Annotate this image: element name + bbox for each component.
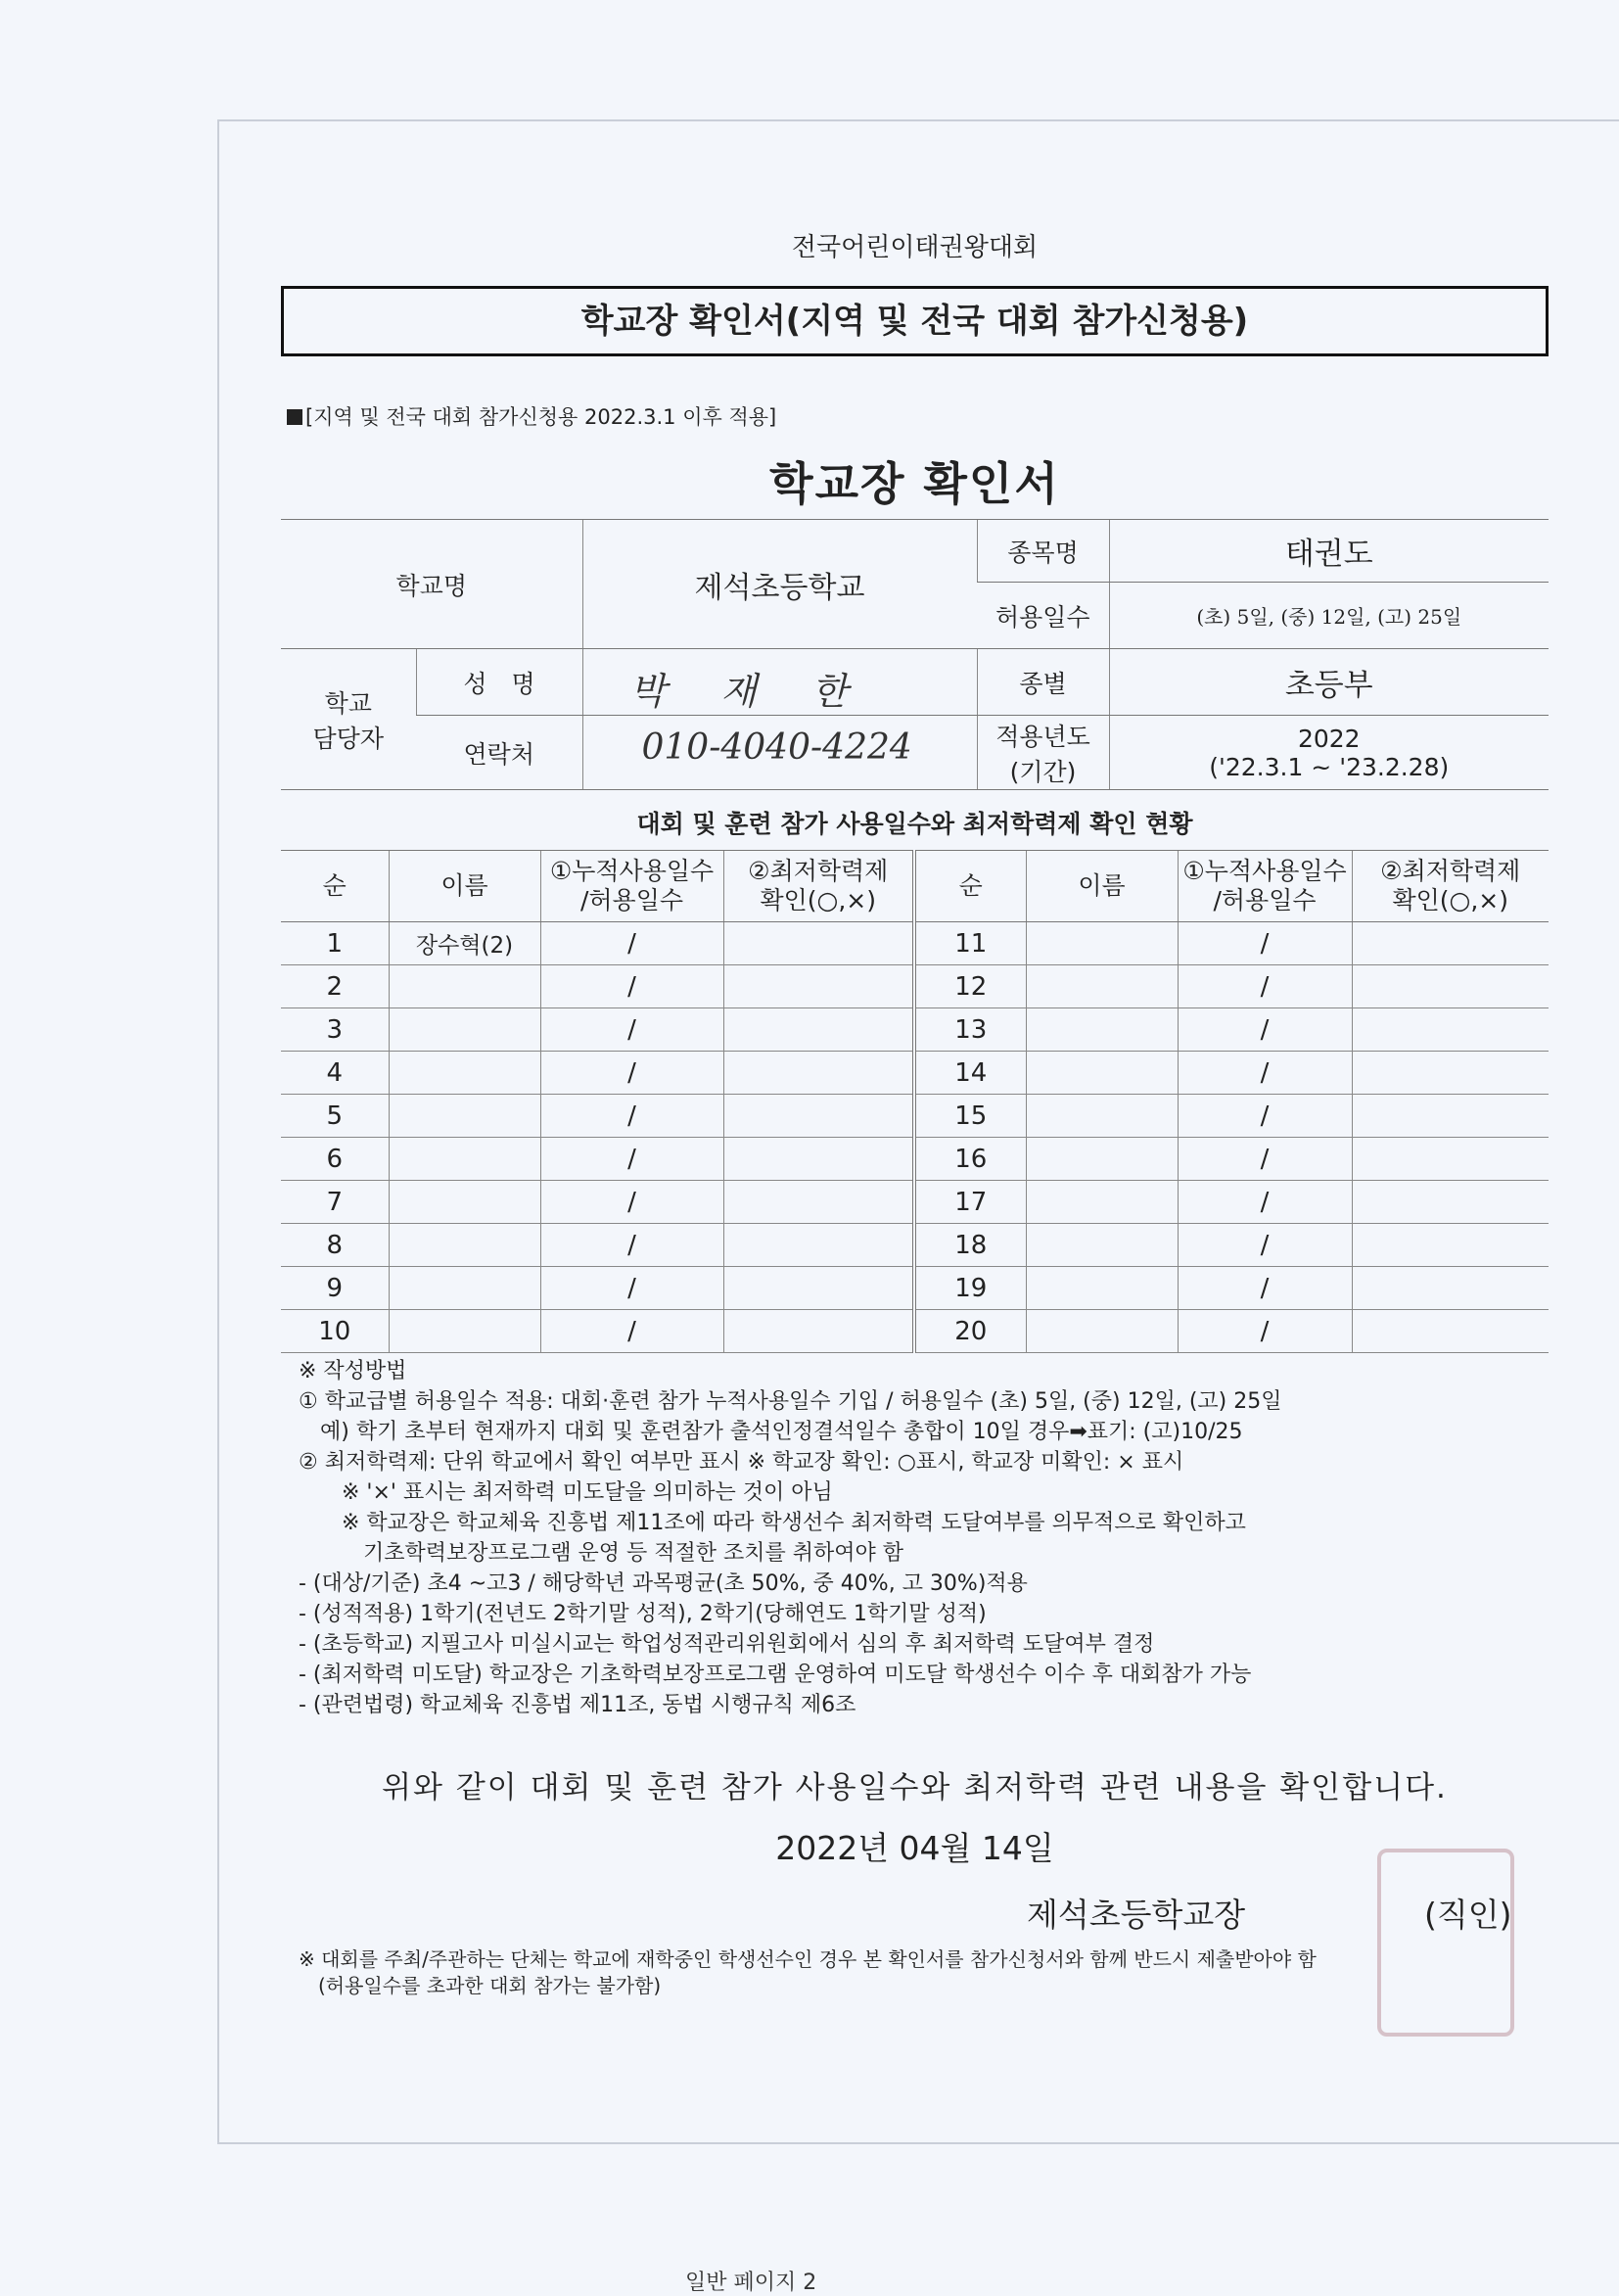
header-academic-right-line1: ②최저학력제 <box>1380 857 1521 885</box>
note-line: - (성적적용) 1학기(전년도 2학기말 성적), 2학기(당해연도 1학기말 성적) <box>299 1602 987 1626</box>
days-cell: / <box>540 1052 723 1095</box>
status-header-row <box>281 851 1549 922</box>
academic-cell-right <box>1352 1052 1549 1095</box>
square-bullet-icon <box>287 409 302 425</box>
year-value-line1: 2022 <box>1297 724 1361 753</box>
note-line: ※ '×' 표시는 최저학력 미도달을 의미하는 것이 아님 <box>299 1480 833 1505</box>
note-line: - (대상/기준) 초4 ~고3 / 해당학년 과목평균(초 50%, 중 40%, 고 30%)적용 <box>299 1571 1028 1596</box>
name-cell <box>389 1008 540 1052</box>
note-line: ② 최저학력제: 단위 학교에서 확인 여부만 표시 ※ 학교장 확인: ○표시, 학교장 미확인: × 표시 <box>299 1450 1184 1475</box>
seq-cell-right: 12 <box>914 965 1026 1008</box>
seq-cell: 9 <box>281 1267 389 1310</box>
note-line: 예) 학기 초부터 현재까지 대회 및 훈련참가 출석인정결석일수 총합이 10일 경우➡표기: (고)10/25 <box>299 1420 1243 1444</box>
year-label-line2: (기간) <box>1009 757 1077 786</box>
header-days-line1: ①누적사용일수 <box>549 857 715 885</box>
seq-cell: 10 <box>281 1310 389 1353</box>
table-row <box>281 1138 1549 1181</box>
name-cell <box>389 1052 540 1095</box>
name-cell-right <box>1026 922 1178 965</box>
seq-cell: 7 <box>281 1181 389 1224</box>
days-cell-right: / <box>1178 1224 1352 1267</box>
seq-cell: 1 <box>281 922 389 965</box>
footnote <box>299 1946 1542 1999</box>
status-body <box>281 922 1549 1353</box>
name-cell-right <box>1026 1008 1178 1052</box>
header-days-line2: /허용일수 <box>579 886 684 914</box>
writing-notes <box>299 1356 1542 1720</box>
year-label <box>977 716 1109 790</box>
seq-cell: 3 <box>281 1008 389 1052</box>
seq-cell-right: 19 <box>914 1267 1026 1310</box>
header-academic-line2: 확인(○,×) <box>760 886 876 914</box>
contact-person-label <box>281 649 416 790</box>
header-name-right: 이름 <box>1026 851 1178 922</box>
event-value: 태권도 <box>1109 520 1549 583</box>
academic-cell <box>723 1095 914 1138</box>
name-cell-right <box>1026 1224 1178 1267</box>
table-row <box>281 1181 1549 1224</box>
handwritten-phone: 010-4040-4224 <box>641 727 912 768</box>
days-cell-right: / <box>1178 1310 1352 1353</box>
academic-cell <box>723 965 914 1008</box>
academic-cell <box>723 1224 914 1267</box>
note-line: ① 학교급별 허용일수 적용: 대회·훈련 참가 누적사용일수 기입 / 허용일수 (초) 5일, (중) 12일, (고) 25일 <box>299 1389 1282 1414</box>
school-value: 제석초등학교 <box>582 520 977 649</box>
days-cell: / <box>540 922 723 965</box>
days-cell-right: / <box>1178 922 1352 965</box>
contact-person-label-line2: 담당자 <box>312 724 384 753</box>
academic-cell <box>723 1008 914 1052</box>
header-academic <box>723 851 914 922</box>
allowed-days-label: 허용일수 <box>977 583 1109 649</box>
seq-cell-right: 15 <box>914 1095 1026 1138</box>
seq-cell-right: 16 <box>914 1138 1026 1181</box>
name-cell <box>389 1181 540 1224</box>
seq-cell: 5 <box>281 1095 389 1138</box>
confirmation-statement: 위와 같이 대회 및 훈련 참가 사용일수와 최저학력 관련 내용을 확인합니다. <box>382 1770 1448 1805</box>
academic-cell-right <box>1352 1267 1549 1310</box>
days-cell-right: / <box>1178 1181 1352 1224</box>
note-line: - (관련법령) 학교체육 진흥법 제11조, 동법 시행규칙 제6조 <box>299 1693 856 1717</box>
competition-name: 전국어린이태권왕대회 <box>791 233 1039 262</box>
name-cell <box>389 1267 540 1310</box>
academic-cell-right <box>1352 965 1549 1008</box>
event-label: 종목명 <box>977 520 1109 583</box>
seq-cell-right: 11 <box>914 922 1026 965</box>
academic-cell-right <box>1352 1008 1549 1052</box>
header-days <box>540 851 723 922</box>
academic-cell-right <box>1352 1224 1549 1267</box>
year-label-line1: 적용년도 <box>995 722 1090 751</box>
name-cell-right <box>1026 1138 1178 1181</box>
header-academic-right-line2: 확인(○,×) <box>1392 886 1508 914</box>
name-cell: 장수혁(2) <box>389 922 540 965</box>
table-row <box>281 1310 1549 1353</box>
official-seal <box>1377 1849 1514 2037</box>
days-cell-right: / <box>1178 1008 1352 1052</box>
table-row <box>281 1008 1549 1052</box>
table-row <box>281 922 1549 965</box>
name-cell <box>389 965 540 1008</box>
confirmation-date: 2022년 04월 14일 <box>775 1829 1054 1867</box>
footnote-line2: (허용일수를 초과한 대회 참가는 불가함) <box>299 1974 662 1997</box>
seq-cell-right: 13 <box>914 1008 1026 1052</box>
header-days-right-line2: /허용일수 <box>1213 886 1317 914</box>
academic-cell-right <box>1352 922 1549 965</box>
days-cell: / <box>540 1224 723 1267</box>
phone-signature-cell <box>582 716 977 790</box>
name-cell <box>389 1310 540 1353</box>
seq-cell-right: 14 <box>914 1052 1026 1095</box>
note-line: 기초학력보장프로그램 운영 등 적절한 조치를 취하여야 함 <box>299 1541 904 1566</box>
name-cell-right <box>1026 1267 1178 1310</box>
days-cell-right: / <box>1178 1138 1352 1181</box>
status-table <box>281 850 1549 1353</box>
header-days-right-line1: ①누적사용일수 <box>1182 857 1347 885</box>
seq-cell: 2 <box>281 965 389 1008</box>
division-label: 종별 <box>977 649 1109 716</box>
name-cell-right <box>1026 1052 1178 1095</box>
table-row <box>281 965 1549 1008</box>
days-cell: / <box>540 1310 723 1353</box>
year-value-line2: ('22.3.1 ~ '23.2.28) <box>1209 752 1450 781</box>
name-label: 성 명 <box>416 649 582 716</box>
note-line: - (최저학력 미도달) 학교장은 기초학력보장프로그램 운영하여 미도달 학생선수 이수 후 대회참가 가능 <box>299 1663 1252 1687</box>
days-cell-right: / <box>1178 965 1352 1008</box>
school-label: 학교명 <box>281 520 582 649</box>
academic-cell-right <box>1352 1095 1549 1138</box>
allowed-days-value: (초) 5일, (중) 12일, (고) 25일 <box>1109 583 1549 649</box>
header-name: 이름 <box>389 851 540 922</box>
seal-label: (직인) <box>1424 1896 1512 1934</box>
academic-cell <box>723 1267 914 1310</box>
academic-cell-right <box>1352 1138 1549 1181</box>
days-cell-right: / <box>1178 1095 1352 1138</box>
days-cell: / <box>540 1008 723 1052</box>
days-cell: / <box>540 1138 723 1181</box>
name-cell-right <box>1026 1310 1178 1353</box>
name-signature-cell <box>582 649 977 716</box>
days-cell: / <box>540 1095 723 1138</box>
document-box-title: 학교장 확인서(지역 및 전국 대회 참가신청용) <box>281 286 1549 356</box>
page-label: 일반 페이지 2 <box>685 2271 817 2295</box>
table-row <box>281 1095 1549 1138</box>
name-cell <box>389 1224 540 1267</box>
seq-cell-right: 17 <box>914 1181 1026 1224</box>
note-line: - (초등학교) 지필고사 미실시교는 학업성적관리위원회에서 심의 후 최저학력 도달여부 결정 <box>299 1632 1155 1657</box>
academic-cell-right <box>1352 1181 1549 1224</box>
table-row <box>281 1052 1549 1095</box>
header-academic-line1: ②최저학력제 <box>748 857 889 885</box>
days-cell: / <box>540 1181 723 1224</box>
division-value: 초등부 <box>1109 649 1549 716</box>
academic-cell <box>723 1310 914 1353</box>
applies-note <box>287 401 776 431</box>
seq-cell-right: 18 <box>914 1224 1026 1267</box>
days-cell: / <box>540 965 723 1008</box>
phone-label: 연락처 <box>416 716 582 790</box>
seq-cell: 8 <box>281 1224 389 1267</box>
seq-cell: 4 <box>281 1052 389 1095</box>
academic-cell <box>723 1181 914 1224</box>
name-cell <box>389 1138 540 1181</box>
status-title: 대회 및 훈련 참가 사용일수와 최저학력제 확인 현황 <box>636 810 1193 838</box>
table-row <box>281 1267 1549 1310</box>
header-academic-right <box>1352 851 1549 922</box>
seq-cell-right: 20 <box>914 1310 1026 1353</box>
header-seq-right: 순 <box>914 851 1026 922</box>
name-cell <box>389 1095 540 1138</box>
table-row <box>281 1224 1549 1267</box>
note-line: ※ 학교장은 학교체육 진흥법 제11조에 따라 학생선수 최저학력 도달여부를 의무적으로 확인하고 <box>299 1511 1246 1535</box>
form-title: 학교장 확인서 <box>769 457 1060 510</box>
year-value <box>1109 716 1549 790</box>
name-cell-right <box>1026 1181 1178 1224</box>
name-cell-right <box>1026 1095 1178 1138</box>
notes-lines <box>299 1386 1542 1720</box>
academic-cell <box>723 1138 914 1181</box>
academic-cell-right <box>1352 1310 1549 1353</box>
info-table <box>281 519 1549 790</box>
notes-heading: ※ 작성방법 <box>299 1359 407 1383</box>
seq-cell: 6 <box>281 1138 389 1181</box>
applies-note-text: [지역 및 전국 대회 참가신청용 2022.3.1 이후 적용] <box>305 405 777 429</box>
footnote-line1: ※ 대회를 주최/주관하는 단체는 학교에 재학중인 학생선수인 경우 본 확인서를 참가신청서와 함께 반드시 제출받아야 함 <box>299 1947 1317 1971</box>
days-cell-right: / <box>1178 1052 1352 1095</box>
academic-cell <box>723 922 914 965</box>
principal-name: 제석초등학교장 <box>1027 1896 1246 1934</box>
handwritten-name: 박 재 한 <box>629 670 869 713</box>
contact-person-label-line1: 학교 <box>324 688 372 718</box>
name-cell-right <box>1026 965 1178 1008</box>
header-days-right <box>1178 851 1352 922</box>
header-seq: 순 <box>281 851 389 922</box>
days-cell: / <box>540 1267 723 1310</box>
academic-cell <box>723 1052 914 1095</box>
days-cell-right: / <box>1178 1267 1352 1310</box>
